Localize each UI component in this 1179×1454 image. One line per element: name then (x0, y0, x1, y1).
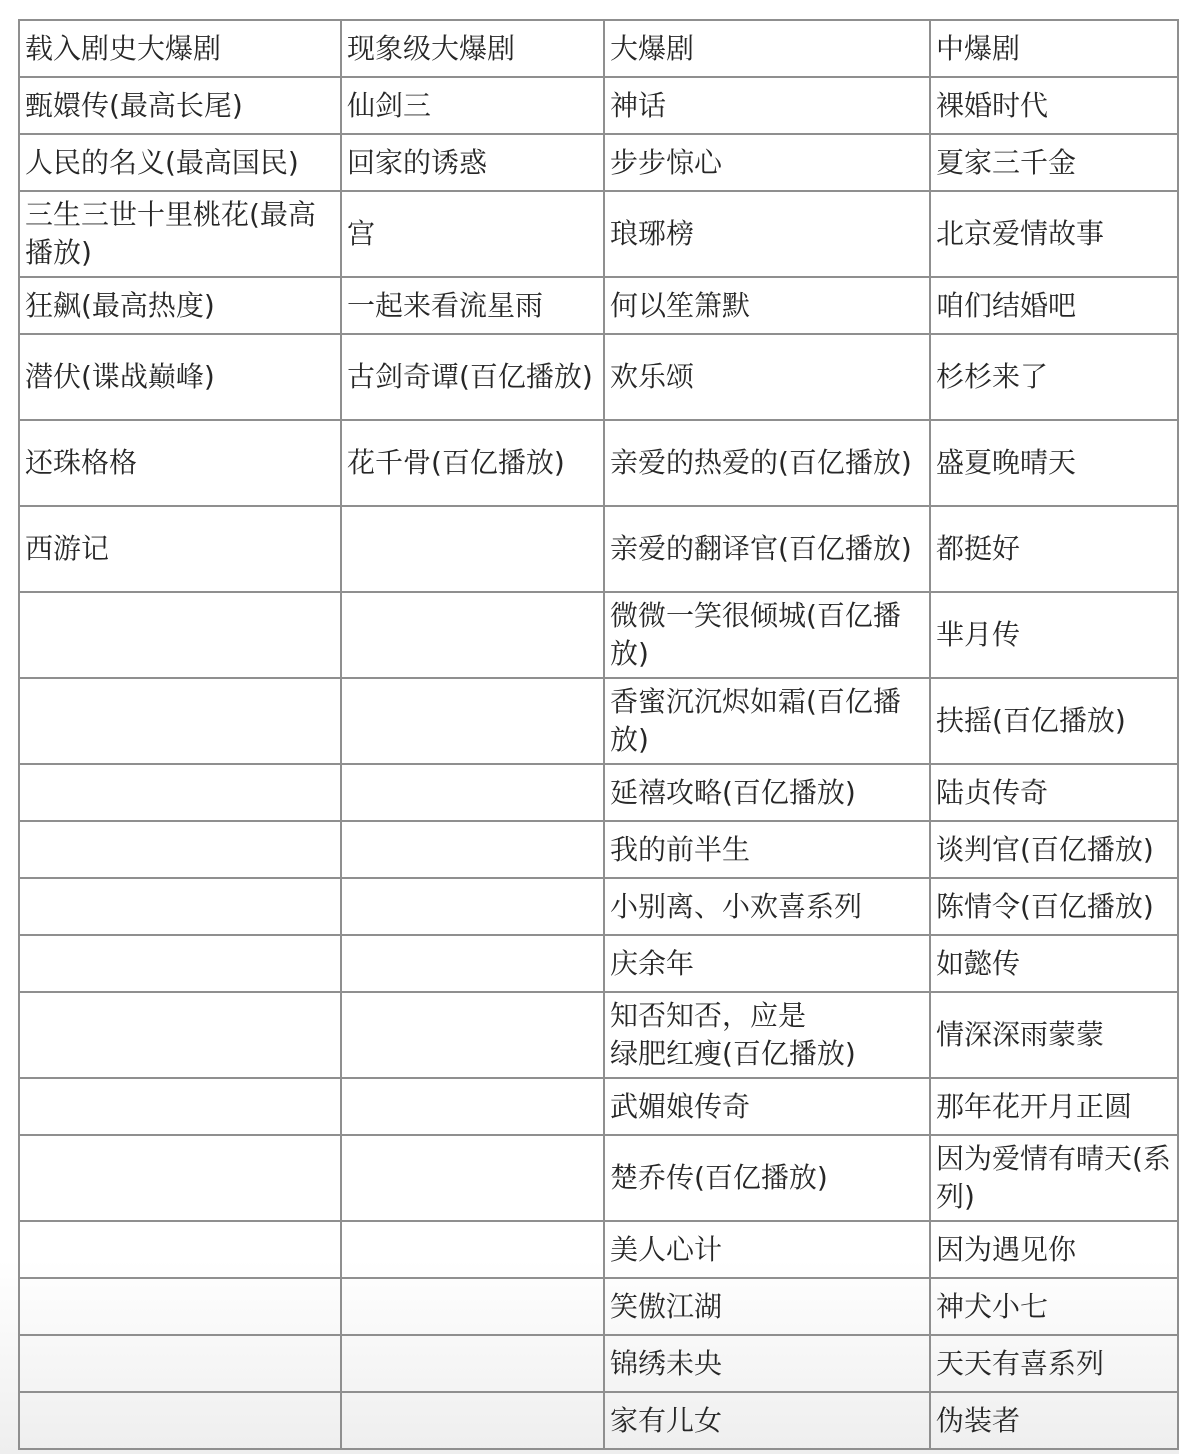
table-cell: 还珠格格 (19, 420, 341, 506)
table-cell: 神犬小七 (930, 1278, 1178, 1335)
table-cell: 美人心计 (604, 1221, 930, 1278)
table-cell: 伪装者 (930, 1392, 1178, 1449)
table-cell: 回家的诱惑 (341, 134, 604, 191)
table-cell: 那年花开月正圆 (930, 1078, 1178, 1135)
table-cell: 知否知否，应是 绿肥红瘦(百亿播放) (604, 992, 930, 1078)
table-row (19, 1221, 1178, 1278)
table-cell (341, 678, 604, 764)
table-cell: 一起来看流星雨 (341, 277, 604, 334)
table-cell: 情深深雨蒙蒙 (930, 992, 1178, 1078)
table-cell (341, 1078, 604, 1135)
table-cell: 西游记 (19, 506, 341, 592)
header-cell: 载入剧史大爆剧 (19, 20, 341, 77)
table-cell: 步步惊心 (604, 134, 930, 191)
table-cell (19, 1135, 341, 1221)
table-row (19, 764, 1178, 821)
table-row (19, 878, 1178, 935)
table-cell (341, 764, 604, 821)
table-cell: 如懿传 (930, 935, 1178, 992)
table-cell (19, 992, 341, 1078)
table-row (19, 1335, 1178, 1392)
header-cell: 中爆剧 (930, 20, 1178, 77)
table-row (19, 1078, 1178, 1135)
table-row (19, 420, 1178, 506)
table-cell (341, 878, 604, 935)
table-cell: 因为爱情有晴天(系列) (930, 1135, 1178, 1221)
table-cell (341, 506, 604, 592)
table-row (19, 191, 1178, 277)
table-cell: 芈月传 (930, 592, 1178, 678)
table-row (19, 1392, 1178, 1449)
table-cell: 裸婚时代 (930, 77, 1178, 134)
table-cell (19, 1335, 341, 1392)
table-cell: 甄嬛传(最高长尾) (19, 77, 341, 134)
table-cell (19, 1221, 341, 1278)
table-cell: 欢乐颂 (604, 334, 930, 420)
table-row (19, 506, 1178, 592)
table-cell: 小别离、小欢喜系列 (604, 878, 930, 935)
table-cell: 庆余年 (604, 935, 930, 992)
table-cell: 神话 (604, 77, 930, 134)
table-cell: 狂飙(最高热度) (19, 277, 341, 334)
table-cell: 亲爱的翻译官(百亿播放) (604, 506, 930, 592)
table-cell: 微微一笑很倾城(百亿播放) (604, 592, 930, 678)
table-cell: 琅琊榜 (604, 191, 930, 277)
table-cell (19, 678, 341, 764)
table-cell: 北京爱情故事 (930, 191, 1178, 277)
table-cell: 古剑奇谭(百亿播放) (341, 334, 604, 420)
table-cell: 延禧攻略(百亿播放) (604, 764, 930, 821)
table-cell (341, 821, 604, 878)
table-cell: 亲爱的热爱的(百亿播放) (604, 420, 930, 506)
table-cell (19, 1392, 341, 1449)
table-cell (341, 1221, 604, 1278)
table-row (19, 1278, 1178, 1335)
table-cell (19, 935, 341, 992)
drama-ranking-table (18, 19, 1179, 1450)
header-cell: 大爆剧 (604, 20, 930, 77)
table-cell (341, 592, 604, 678)
table-row (19, 77, 1178, 134)
table-row (19, 821, 1178, 878)
table-cell: 天天有喜系列 (930, 1335, 1178, 1392)
table-cell (19, 821, 341, 878)
table-cell (19, 1278, 341, 1335)
table-row (19, 592, 1178, 678)
table-header-row (19, 20, 1178, 77)
table-cell (341, 992, 604, 1078)
table-cell: 何以笙箫默 (604, 277, 930, 334)
table-cell: 三生三世十里桃花(最高播放) (19, 191, 341, 277)
table-cell (341, 1335, 604, 1392)
table-cell: 武媚娘传奇 (604, 1078, 930, 1135)
table-cell (341, 1278, 604, 1335)
table-cell: 锦绣未央 (604, 1335, 930, 1392)
table-cell: 香蜜沉沉烬如霜(百亿播放) (604, 678, 930, 764)
table-cell: 笑傲江湖 (604, 1278, 930, 1335)
table-cell: 花千骨(百亿播放) (341, 420, 604, 506)
table-row (19, 334, 1178, 420)
table-row (19, 935, 1178, 992)
table-cell: 楚乔传(百亿播放) (604, 1135, 930, 1221)
table-row (19, 134, 1178, 191)
table-cell: 仙剑三 (341, 77, 604, 134)
table-cell: 都挺好 (930, 506, 1178, 592)
table-cell (19, 592, 341, 678)
table-row (19, 277, 1178, 334)
table-cell: 扶摇(百亿播放) (930, 678, 1178, 764)
table-cell: 谈判官(百亿播放) (930, 821, 1178, 878)
table-cell: 潜伏(谍战巅峰) (19, 334, 341, 420)
table-cell: 我的前半生 (604, 821, 930, 878)
table-cell: 陆贞传奇 (930, 764, 1178, 821)
table-row (19, 678, 1178, 764)
table-cell (19, 878, 341, 935)
table-cell: 因为遇见你 (930, 1221, 1178, 1278)
table-cell: 咱们结婚吧 (930, 277, 1178, 334)
table-cell (341, 1135, 604, 1221)
table-cell: 盛夏晚晴天 (930, 420, 1178, 506)
table-row (19, 992, 1178, 1078)
table-cell: 杉杉来了 (930, 334, 1178, 420)
table-cell: 夏家三千金 (930, 134, 1178, 191)
table-cell: 陈情令(百亿播放) (930, 878, 1178, 935)
table-cell (19, 1078, 341, 1135)
table-cell (341, 1392, 604, 1449)
header-cell: 现象级大爆剧 (341, 20, 604, 77)
table-cell: 人民的名义(最高国民) (19, 134, 341, 191)
table-cell (341, 935, 604, 992)
table-cell: 家有儿女 (604, 1392, 930, 1449)
table-row (19, 1135, 1178, 1221)
table-cell: 宫 (341, 191, 604, 277)
table-cell (19, 764, 341, 821)
